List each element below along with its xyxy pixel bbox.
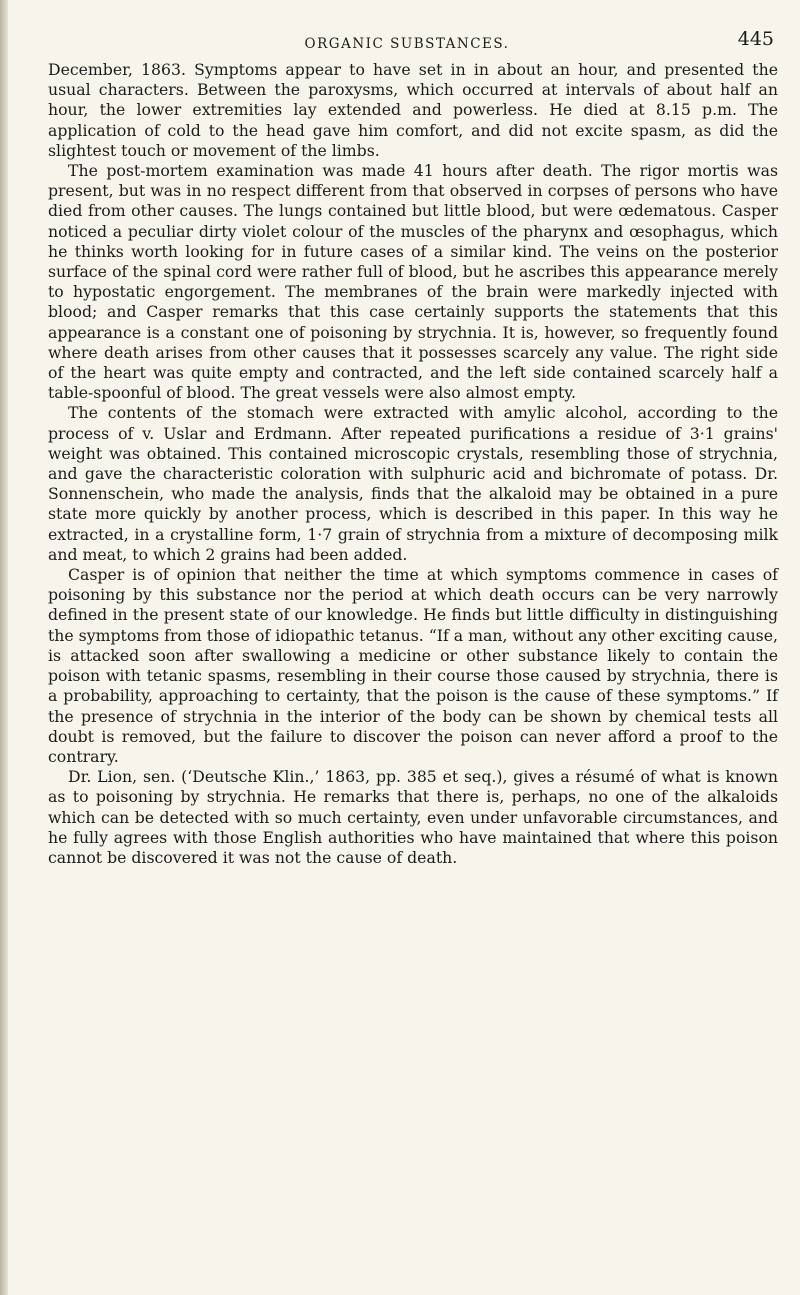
- paragraph: Casper is of opinion that neither the time at which symptoms commence in cases of poisoning by this substance nor the period at which death occurs can be very narrowly defined in the present state of our knowledge. He finds but little difficulty in distinguishing the symptoms from those of idiopathic tetanus. “If a man, without any other exciting cause, is attacked soon after swallowing a medicine or other substance likely to contain the poison with tetanic spasms, resembling in their course those caused by strychnia, there is a probability, approaching to certainty, that the poison is the cause of these symptoms.” If the presence of strychnia in the interior of the body can be shown by chemical tests all doubt is removed, but the failure to discover the poison can never afford a proof to the contrary.: [48, 565, 779, 766]
- paragraph: The post-mortem examination was made 41 hours after death. The rigor mortis was present, but was in no respect different from that observed in corpses of persons who have died from other causes. The lungs contained but little blood, but were œdematous. Casper noticed a peculiar dirty violet colour of the muscles of the pharynx and œsophagus, which he thinks worth looking for in future cases of a similar kind. The veins on the posterior surface of the spinal cord were rather full of blood, but he ascribes this appearance merely to hypostatic engorgement. The membranes of the brain were markedly injected with blood; and Casper remarks that this case certainly supports the statements that this appearance is a constant one of poisoning by strychnia. It is, however, so frequently found where death arises from other causes that it possesses scarcely any value. The right side of the heart was quite empty and contracted, and the left side contained scarcely half a table-spoonful of blood. The great vessels were also almost empty.: [48, 161, 778, 403]
- page-header: [40, 28, 774, 58]
- paragraph: Dr. Lion, sen. (‘Deutsche Klin.,’ 1863, pp. 385 et seq.), gives a résumé of what is known as to poisoning by strychnia. He remarks that there is, perhaps, no one of the alkaloids which can be detected with so much certainty, even under unfavorable circumstances, and he fully agrees with those English authorities who have maintained that where this poison cannot be discovered it was not the cause of death.: [48, 767, 778, 867]
- running-head: ORGANIC SUBSTANCES.: [304, 36, 510, 52]
- paragraph: The contents of the stomach were extracted with amylic alcohol, according to the process of v. Uslar and Erdmann. After repeated purifications a residue of 3·1 grains' weight was obtained. This contained microscopic crystals, resembling those of strychnia, and gave the characteristic coloration with sulphuric acid and bichromate of potass. Dr. Sonnenschein, who made the analysis, finds that the alkaloid may be obtained in a pure state more quickly by another process, which is described in this paper. In this way he extracted, in a crystalline form, 1·7 grain of strychnia from a mixture of decomposing milk and meat, to which 2 grains had been added.: [48, 403, 778, 564]
- body-text: [48, 60, 778, 868]
- paragraph: December, 1863. Symptoms appear to have set in in about an hour, and presented the usual characters. Between the paroxysms, which occurred at intervals of about half an hour, the lower extremities lay extended and powerless. He died at 8.15 p.m. The application of cold to the head gave him comfort, and did not excite spasm, as did the slightest touch or movement of the limbs.: [48, 60, 778, 160]
- page-gutter-shadow: [0, 0, 8, 1295]
- page-number: 445: [737, 28, 774, 50]
